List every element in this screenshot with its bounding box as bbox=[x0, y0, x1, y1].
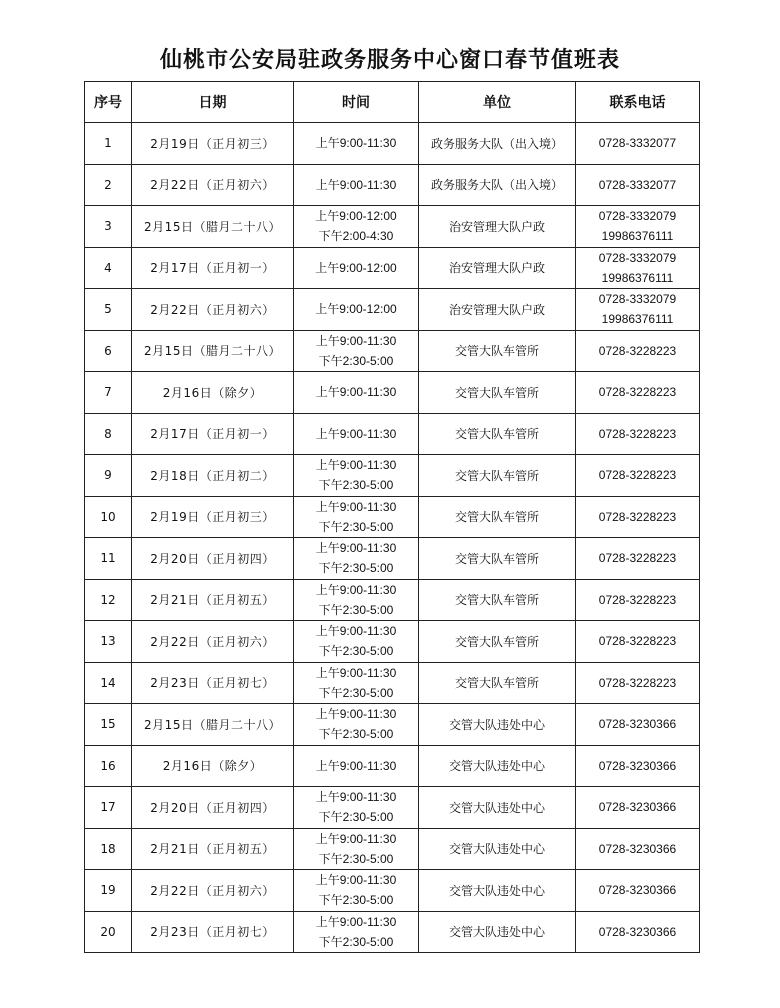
row-number: 20 bbox=[85, 911, 132, 953]
duty-date: 2月22日（正月初六） bbox=[132, 289, 294, 331]
duty-unit: 交管大队车管所 bbox=[419, 413, 576, 455]
duty-unit: 交管大队车管所 bbox=[419, 579, 576, 621]
header-unit: 单位 bbox=[419, 82, 576, 123]
duty-time bbox=[294, 289, 419, 331]
table-row bbox=[85, 455, 700, 497]
contact-phone bbox=[576, 496, 700, 538]
duty-unit: 交管大队车管所 bbox=[419, 372, 576, 414]
duty-time bbox=[294, 247, 419, 289]
duty-time bbox=[294, 206, 419, 248]
duty-time bbox=[294, 123, 419, 165]
duty-unit: 交管大队车管所 bbox=[419, 621, 576, 663]
duty-time-line: 上午9:00-11:30 bbox=[315, 758, 397, 773]
contact-phone-line: 0728-3230366 bbox=[598, 717, 677, 732]
contact-phone-line: 0728-3332079 bbox=[598, 292, 677, 307]
contact-phone-line: 0728-3230366 bbox=[598, 841, 677, 856]
duty-time bbox=[294, 662, 419, 704]
duty-unit: 交管大队违处中心 bbox=[419, 704, 576, 746]
duty-date: 2月19日（正月初三） bbox=[132, 496, 294, 538]
duty-time-line: 下午2:30-5:00 bbox=[318, 934, 394, 949]
page-title: 仙桃市公安局驻政务服务中心窗口春节值班表 bbox=[159, 48, 620, 73]
duty-date: 2月22日（正月初六） bbox=[132, 164, 294, 206]
duty-time-line: 下午2:30-5:00 bbox=[318, 561, 394, 576]
row-number: 1 bbox=[85, 123, 132, 165]
row-number: 6 bbox=[85, 330, 132, 372]
contact-phone-line: 0728-3228223 bbox=[598, 343, 677, 358]
duty-unit: 政务服务大队（出入境） bbox=[419, 123, 576, 165]
duty-unit: 交管大队车管所 bbox=[419, 662, 576, 704]
duty-date: 2月15日（腊月二十八） bbox=[132, 330, 294, 372]
duty-date: 2月21日（正月初五） bbox=[132, 579, 294, 621]
row-number: 2 bbox=[85, 164, 132, 206]
duty-date: 2月21日（正月初五） bbox=[132, 828, 294, 870]
table-header-row bbox=[85, 82, 700, 123]
duty-date: 2月20日（正月初四） bbox=[132, 787, 294, 829]
contact-phone-line: 0728-3230366 bbox=[598, 800, 677, 815]
duty-time bbox=[294, 455, 419, 497]
duty-time bbox=[294, 164, 419, 206]
duty-time-line: 上午9:00-11:30 bbox=[315, 426, 397, 441]
table-row bbox=[85, 330, 700, 372]
table-row bbox=[85, 289, 700, 331]
table-row bbox=[85, 787, 700, 829]
duty-unit: 交管大队违处中心 bbox=[419, 745, 576, 787]
contact-phone bbox=[576, 828, 700, 870]
duty-time bbox=[294, 538, 419, 580]
header-date: 日期 bbox=[132, 82, 294, 123]
duty-time-line: 上午9:00-12:00 bbox=[315, 260, 397, 275]
duty-unit: 交管大队违处中心 bbox=[419, 787, 576, 829]
table-row bbox=[85, 164, 700, 206]
duty-time-line: 下午2:30-5:00 bbox=[318, 851, 394, 866]
contact-phone-line: 0728-3332077 bbox=[598, 177, 677, 192]
row-number: 17 bbox=[85, 787, 132, 829]
header-time: 时间 bbox=[294, 82, 419, 123]
contact-phone bbox=[576, 911, 700, 953]
table-row bbox=[85, 413, 700, 455]
duty-unit: 政务服务大队（出入境） bbox=[419, 164, 576, 206]
duty-time-line: 上午9:00-11:30 bbox=[315, 873, 397, 888]
row-number: 15 bbox=[85, 704, 132, 746]
duty-unit: 交管大队车管所 bbox=[419, 330, 576, 372]
contact-phone-line: 0728-3230366 bbox=[598, 924, 677, 939]
duty-time-line: 上午9:00-11:30 bbox=[315, 582, 397, 597]
contact-phone bbox=[576, 123, 700, 165]
table-body bbox=[85, 123, 700, 953]
row-number: 16 bbox=[85, 745, 132, 787]
duty-time bbox=[294, 579, 419, 621]
contact-phone bbox=[576, 372, 700, 414]
contact-phone bbox=[576, 247, 700, 289]
duty-time-line: 上午9:00-11:30 bbox=[315, 914, 397, 929]
duty-time-line: 下午2:00-4:30 bbox=[318, 229, 394, 244]
table-row bbox=[85, 870, 700, 912]
duty-time-line: 上午9:00-11:30 bbox=[315, 541, 397, 556]
schedule-table bbox=[84, 81, 700, 953]
duty-time-line: 上午9:00-11:30 bbox=[315, 177, 397, 192]
contact-phone bbox=[576, 206, 700, 248]
contact-phone bbox=[576, 538, 700, 580]
table-row bbox=[85, 621, 700, 663]
table-row bbox=[85, 704, 700, 746]
contact-phone-line: 0728-3228223 bbox=[598, 468, 677, 483]
contact-phone-line: 19986376111 bbox=[601, 270, 674, 285]
duty-time-line: 下午2:30-5:00 bbox=[318, 810, 394, 825]
row-number: 12 bbox=[85, 579, 132, 621]
duty-time bbox=[294, 745, 419, 787]
duty-time-line: 上午9:00-11:30 bbox=[315, 665, 397, 680]
contact-phone-line: 0728-3332077 bbox=[598, 136, 677, 151]
contact-phone bbox=[576, 787, 700, 829]
contact-phone bbox=[576, 579, 700, 621]
duty-time bbox=[294, 372, 419, 414]
duty-time-line: 上午9:00-11:30 bbox=[315, 790, 397, 805]
duty-unit: 治安管理大队户政 bbox=[419, 206, 576, 248]
duty-time-line: 上午9:00-12:00 bbox=[315, 302, 397, 317]
row-number: 18 bbox=[85, 828, 132, 870]
contact-phone bbox=[576, 455, 700, 497]
row-number: 4 bbox=[85, 247, 132, 289]
table-row bbox=[85, 828, 700, 870]
table-row bbox=[85, 496, 700, 538]
duty-date: 2月20日（正月初四） bbox=[132, 538, 294, 580]
contact-phone-line: 0728-3230366 bbox=[598, 883, 677, 898]
duty-time-line: 下午2:30-5:00 bbox=[318, 644, 394, 659]
row-number: 9 bbox=[85, 455, 132, 497]
duty-date: 2月19日（正月初三） bbox=[132, 123, 294, 165]
duty-date: 2月17日（正月初一） bbox=[132, 247, 294, 289]
duty-time-line: 下午2:30-5:00 bbox=[318, 893, 394, 908]
contact-phone bbox=[576, 745, 700, 787]
duty-time bbox=[294, 787, 419, 829]
row-number: 8 bbox=[85, 413, 132, 455]
duty-date: 2月22日（正月初六） bbox=[132, 870, 294, 912]
duty-date: 2月18日（正月初二） bbox=[132, 455, 294, 497]
duty-time-line: 上午9:00-12:00 bbox=[315, 209, 397, 224]
duty-unit: 交管大队车管所 bbox=[419, 496, 576, 538]
duty-date: 2月16日（除夕） bbox=[132, 745, 294, 787]
duty-date: 2月23日（正月初七） bbox=[132, 911, 294, 953]
contact-phone bbox=[576, 662, 700, 704]
duty-unit: 治安管理大队户政 bbox=[419, 289, 576, 331]
duty-date: 2月15日（腊月二十八） bbox=[132, 704, 294, 746]
duty-date: 2月15日（腊月二十八） bbox=[132, 206, 294, 248]
duty-time bbox=[294, 621, 419, 663]
contact-phone bbox=[576, 870, 700, 912]
duty-time bbox=[294, 828, 419, 870]
row-number: 5 bbox=[85, 289, 132, 331]
row-number: 14 bbox=[85, 662, 132, 704]
row-number: 10 bbox=[85, 496, 132, 538]
duty-time-line: 下午2:30-5:00 bbox=[318, 727, 394, 742]
row-number: 19 bbox=[85, 870, 132, 912]
duty-time-line: 上午9:00-11:30 bbox=[315, 707, 397, 722]
row-number: 13 bbox=[85, 621, 132, 663]
table-row bbox=[85, 911, 700, 953]
contact-phone-line: 0728-3228223 bbox=[598, 634, 677, 649]
duty-time bbox=[294, 413, 419, 455]
table-row bbox=[85, 662, 700, 704]
duty-date: 2月22日（正月初六） bbox=[132, 621, 294, 663]
row-number: 7 bbox=[85, 372, 132, 414]
contact-phone bbox=[576, 289, 700, 331]
table-row bbox=[85, 538, 700, 580]
contact-phone bbox=[576, 413, 700, 455]
contact-phone-line: 19986376111 bbox=[601, 312, 674, 327]
duty-time bbox=[294, 330, 419, 372]
duty-date: 2月16日（除夕） bbox=[132, 372, 294, 414]
contact-phone-line: 0728-3228223 bbox=[598, 551, 677, 566]
duty-unit: 交管大队车管所 bbox=[419, 455, 576, 497]
table-row bbox=[85, 372, 700, 414]
duty-time-line: 上午9:00-11:30 bbox=[315, 499, 397, 514]
header-phone: 联系电话 bbox=[576, 82, 700, 123]
duty-time bbox=[294, 496, 419, 538]
contact-phone-line: 0728-3228223 bbox=[598, 426, 677, 441]
duty-time-line: 下午2:30-5:00 bbox=[318, 519, 394, 534]
duty-time-line: 下午2:30-5:00 bbox=[318, 353, 394, 368]
duty-time-line: 下午2:30-5:00 bbox=[318, 602, 394, 617]
table-row bbox=[85, 579, 700, 621]
duty-date: 2月17日（正月初一） bbox=[132, 413, 294, 455]
duty-time bbox=[294, 870, 419, 912]
contact-phone-line: 0728-3332079 bbox=[598, 250, 677, 265]
contact-phone bbox=[576, 330, 700, 372]
duty-time-line: 上午9:00-11:30 bbox=[315, 458, 397, 473]
duty-unit: 交管大队违处中心 bbox=[419, 870, 576, 912]
duty-time-line: 上午9:00-11:30 bbox=[315, 624, 397, 639]
table-row bbox=[85, 247, 700, 289]
duty-time bbox=[294, 704, 419, 746]
contact-phone bbox=[576, 164, 700, 206]
contact-phone-line: 0728-3228223 bbox=[598, 592, 677, 607]
table-row bbox=[85, 123, 700, 165]
contact-phone-line: 19986376111 bbox=[601, 229, 674, 244]
contact-phone-line: 0728-3228223 bbox=[598, 509, 677, 524]
duty-time-line: 下午2:30-5:00 bbox=[318, 478, 394, 493]
table-row bbox=[85, 745, 700, 787]
contact-phone bbox=[576, 621, 700, 663]
duty-date: 2月23日（正月初七） bbox=[132, 662, 294, 704]
duty-time-line: 上午9:00-11:30 bbox=[315, 333, 397, 348]
row-number: 3 bbox=[85, 206, 132, 248]
row-number: 11 bbox=[85, 538, 132, 580]
duty-time-line: 上午9:00-11:30 bbox=[315, 385, 397, 400]
contact-phone-line: 0728-3332079 bbox=[598, 209, 677, 224]
header-no: 序号 bbox=[85, 82, 132, 123]
duty-unit: 治安管理大队户政 bbox=[419, 247, 576, 289]
duty-unit: 交管大队违处中心 bbox=[419, 911, 576, 953]
table-row bbox=[85, 206, 700, 248]
duty-time-line: 上午9:00-11:30 bbox=[315, 831, 397, 846]
duty-unit: 交管大队车管所 bbox=[419, 538, 576, 580]
contact-phone-line: 0728-3228223 bbox=[598, 385, 677, 400]
contact-phone-line: 0728-3228223 bbox=[598, 675, 677, 690]
duty-time-line: 下午2:30-5:00 bbox=[318, 685, 394, 700]
duty-time-line: 上午9:00-11:30 bbox=[315, 136, 397, 151]
duty-unit: 交管大队违处中心 bbox=[419, 828, 576, 870]
contact-phone-line: 0728-3230366 bbox=[598, 758, 677, 773]
contact-phone bbox=[576, 704, 700, 746]
duty-time bbox=[294, 911, 419, 953]
